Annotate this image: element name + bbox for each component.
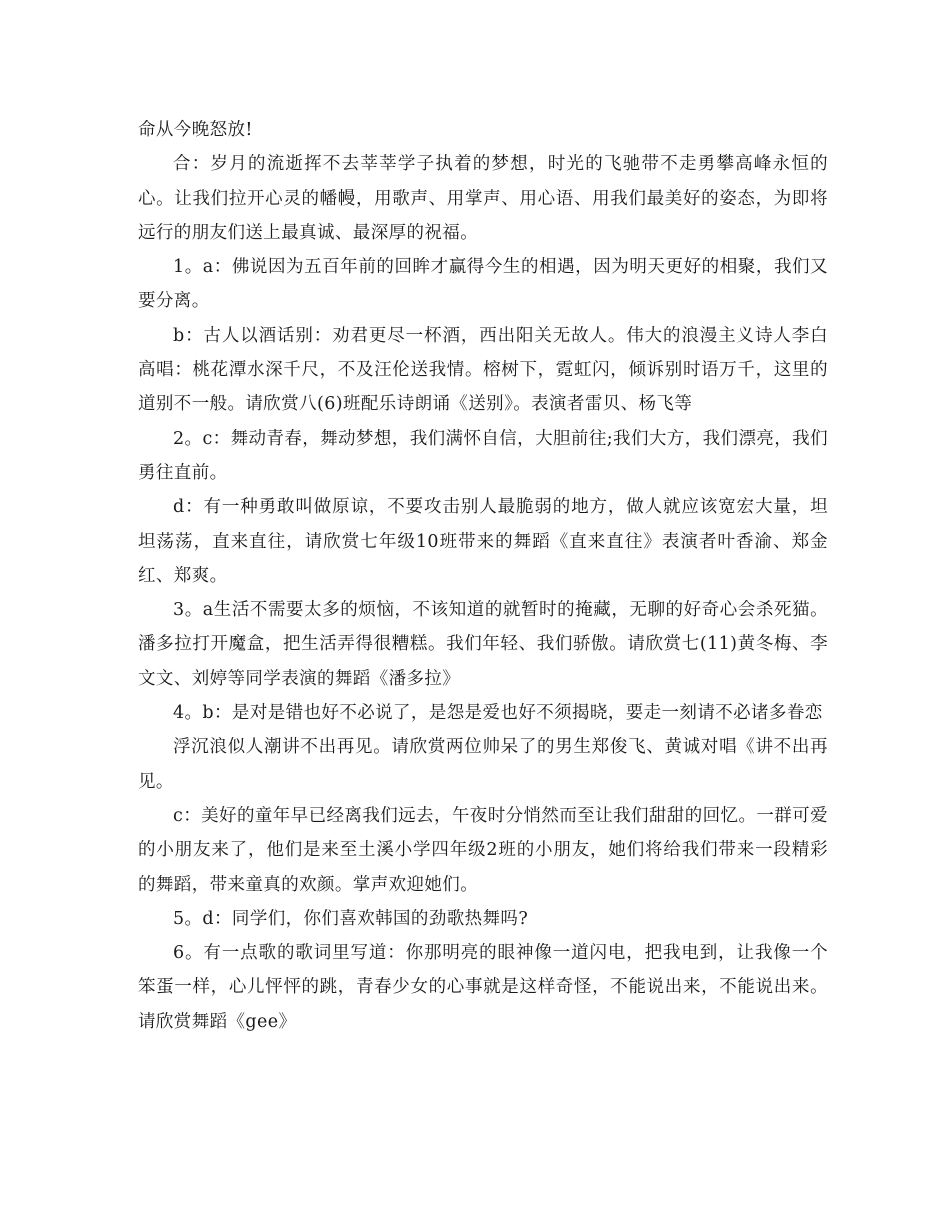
- paragraph: 1。a：佛说因为五百年前的回眸才赢得今生的相遇，因为明天更好的相聚，我们又要分离。: [138, 257, 828, 312]
- paragraph: 4。b：是对是错也好不必说了，是怨是爱也好不须揭晓，要走一刻请不必诸多眷恋: [173, 703, 823, 724]
- paragraph: c：美好的童年早已经离我们远去，午夜时分悄然而至让我们甜甜的回忆。一群可爱的小朋友来了，他们是来至土溪小学四年级2班的小朋友，她们将给我们带来一段精彩的舞蹈，带来童真的欢颜。掌声欢迎她们。: [138, 805, 828, 895]
- paragraph: 5。d：同学们，你们喜欢韩国的劲歌热舞吗?: [173, 908, 529, 929]
- paragraph: 浮沉浪似人潮讲不出再见。请欣赏两位帅呆了的男生郑俊飞、黄诚对唱《讲不出再见。: [138, 737, 828, 792]
- paragraph: 2。c：舞动青春，舞动梦想，我们满怀自信，大胆前往;我们大方，我们漂亮，我们勇往直前。: [138, 428, 828, 483]
- paragraph: b：古人以酒话别：劝君更尽一杯酒，西出阳关无故人。伟大的浪漫主义诗人李白高唱：桃花潭水深千尺，不及汪伦送我情。榕树下，霓虹闪，倾诉别时语万千，这里的道别不一般。请欣赏八(6)班配乐诗朗诵《送别》。表演者雷贝、杨飞等: [138, 325, 828, 415]
- document-body: [138, 113, 828, 1039]
- paragraph: 合：岁月的流逝挥不去莘莘学子执着的梦想，时光的飞驰带不走勇攀高峰永恒的心。让我们拉开心灵的幡幔，用歌声、用掌声、用心语、用我们最美好的姿态，为即将远行的朋友们送上最真诚、最深厚的祝福。: [138, 154, 828, 243]
- paragraph: 3。a生活不需要太多的烦恼，不该知道的就暂时的掩藏，无聊的好奇心会杀死猫。潘多拉打开魔盒，把生活弄得很糟糕。我们年轻、我们骄傲。请欣赏七(11)黄冬梅、李文文、刘婷等同学表演的舞蹈《潘多拉》: [138, 600, 828, 689]
- paragraph: d：有一种勇敢叫做原谅，不要攻击别人最脆弱的地方，做人就应该宽宏大量，坦坦荡荡，直来直往，请欣赏七年级10班带来的舞蹈《直来直往》表演者叶香渝、郑金红、郑爽。: [138, 497, 828, 586]
- paragraph: 命从今晚怒放!: [138, 120, 253, 140]
- paragraph: 6。有一点歌的歌词里写道：你那明亮的眼神像一道闪电，把我电到，让我像一个笨蛋一样，心儿怦怦的跳，青春少女的心事就是这样奇怪，不能说出来，不能说出来。请欣赏舞蹈《gee》: [138, 943, 828, 1032]
